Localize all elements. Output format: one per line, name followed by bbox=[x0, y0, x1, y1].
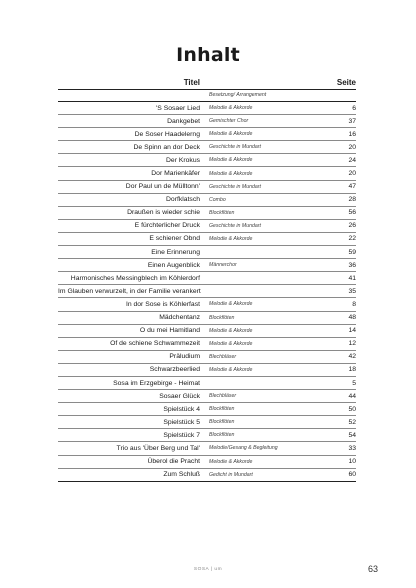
entry-arrangement: Melodie & Akkorde bbox=[209, 327, 253, 334]
entry-arrangement: Blockflöten bbox=[209, 419, 235, 426]
entry-arrangement: Blockflöten bbox=[209, 209, 235, 216]
table-row bbox=[58, 285, 356, 298]
entry-title: Dor Paul un de Mülltonn' bbox=[125, 183, 200, 191]
entry-title: Zum Schluß bbox=[163, 471, 200, 479]
table-row bbox=[58, 456, 356, 469]
table-row bbox=[58, 115, 356, 128]
table-row bbox=[58, 181, 356, 194]
entry-title: In dor Sose is Köhlerfast bbox=[125, 300, 200, 308]
entry-arrangement: Melodie & Akkorde bbox=[209, 235, 253, 242]
entry-arrangement: Melodie & Akkorde bbox=[209, 366, 253, 373]
entry-page: 47 bbox=[348, 183, 356, 191]
entry-title: Sosaer Glück bbox=[159, 392, 200, 400]
table-row bbox=[58, 167, 356, 180]
entry-page: 28 bbox=[348, 196, 356, 204]
entry-arrangement: Geschichte in Mundart bbox=[209, 222, 261, 229]
table-row bbox=[58, 154, 356, 167]
entry-title: Dorfklatsch bbox=[166, 196, 200, 204]
entry-page: 56 bbox=[348, 209, 356, 217]
entry-page: 33 bbox=[348, 444, 356, 452]
entry-page: 37 bbox=[348, 117, 356, 125]
toc-rows bbox=[58, 102, 356, 482]
entry-page: 24 bbox=[348, 156, 356, 164]
entry-arrangement: Blockflöten bbox=[209, 432, 235, 439]
table-row bbox=[58, 312, 356, 325]
table-row bbox=[58, 233, 356, 246]
entry-arrangement: Melodie & Akkorde bbox=[209, 170, 253, 177]
entry-arrangement: Blechbläser bbox=[209, 353, 237, 360]
entry-page: 12 bbox=[348, 340, 356, 348]
entry-arrangement: Gedicht in Mundart bbox=[209, 471, 253, 478]
entry-title: O du mei Hamitland bbox=[139, 327, 200, 335]
entry-title: Harmonisches Messingblech im Köhlerdorf bbox=[70, 274, 200, 282]
entry-title: Dor Marienkäfer bbox=[151, 170, 200, 178]
entry-page: 54 bbox=[348, 431, 356, 439]
entry-title: Spielstück 7 bbox=[163, 431, 200, 439]
table-row bbox=[58, 207, 356, 220]
entry-title: Dankgebet bbox=[167, 117, 200, 125]
entry-arrangement: Melodie & Akkorde bbox=[209, 340, 253, 347]
table-row bbox=[58, 351, 356, 364]
table-row bbox=[58, 220, 356, 233]
entry-title: Spielstück 5 bbox=[163, 418, 200, 426]
entry-arrangement: Blechbläser bbox=[209, 393, 237, 400]
table-row bbox=[58, 403, 356, 416]
entry-page: 26 bbox=[348, 222, 356, 230]
entry-page: 42 bbox=[348, 353, 356, 361]
entry-arrangement: Geschichte in Mundart bbox=[209, 183, 261, 190]
entry-page: 50 bbox=[348, 405, 356, 413]
table-row bbox=[58, 416, 356, 429]
entry-title: Of de schiene Schwammezeit bbox=[110, 340, 200, 348]
table-row bbox=[58, 390, 356, 403]
entry-title: Trio aus 'Über Berg und Tal' bbox=[116, 444, 200, 452]
table-row bbox=[58, 246, 356, 259]
table-row bbox=[58, 259, 356, 272]
toc-header-row bbox=[58, 73, 356, 90]
entry-page: 52 bbox=[348, 418, 356, 426]
entry-title: Der Krokus bbox=[166, 156, 200, 164]
entry-page: 35 bbox=[348, 287, 356, 295]
entry-arrangement: Melodie & Akkorde bbox=[209, 301, 253, 308]
entry-arrangement: Melodie & Akkorde bbox=[209, 157, 253, 164]
entry-page: 22 bbox=[348, 235, 356, 243]
entry-arrangement: Blockflöten bbox=[209, 406, 235, 413]
entry-title: Präludium bbox=[169, 353, 200, 361]
table-row bbox=[58, 364, 356, 377]
entry-title: Einen Augenblick bbox=[147, 261, 200, 269]
table-row bbox=[58, 429, 356, 442]
entry-arrangement: Melodie & Akkorde bbox=[209, 131, 253, 138]
entry-arrangement: Blockflöten bbox=[209, 314, 235, 321]
entry-title: Draußen is wieder schie bbox=[127, 209, 200, 217]
entry-title: De Spinn an dor Deck bbox=[133, 143, 200, 151]
entry-title: Mädchentanz bbox=[159, 314, 200, 322]
table-row bbox=[58, 469, 356, 482]
entry-title: 'S Sosaer Lied bbox=[156, 104, 200, 112]
entry-page: 41 bbox=[348, 274, 356, 282]
entry-title: Im Glauben verwurzelt, in der Familie verankert bbox=[58, 287, 201, 295]
entry-page: 10 bbox=[348, 458, 356, 466]
entry-page: 20 bbox=[348, 170, 356, 178]
page-title: Inhalt bbox=[176, 44, 240, 66]
entry-page: 14 bbox=[348, 327, 356, 335]
table-of-contents bbox=[58, 73, 356, 482]
entry-page: 36 bbox=[348, 261, 356, 269]
page-number: 63 bbox=[367, 564, 378, 574]
footer-imprint: SOSA | um bbox=[193, 567, 223, 572]
entry-title: Schwarzbeerlied bbox=[149, 366, 200, 374]
entry-arrangement: Melodie & Akkorde bbox=[209, 105, 253, 112]
entry-title: Spielstück 4 bbox=[163, 405, 200, 413]
entry-arrangement: Melodie/Gesang & Begleitung bbox=[209, 445, 278, 452]
table-row bbox=[58, 141, 356, 154]
entry-page: 20 bbox=[348, 143, 356, 151]
arrangement-column-header: Besetzung/ Arrangement bbox=[58, 90, 356, 102]
table-row bbox=[58, 194, 356, 207]
entry-title: Überol die Pracht bbox=[147, 458, 200, 466]
table-row bbox=[58, 102, 356, 115]
entry-title: Eine Erinnerung bbox=[151, 248, 200, 256]
table-row bbox=[58, 338, 356, 351]
table-row bbox=[58, 442, 356, 455]
table-row bbox=[58, 298, 356, 311]
title-column-header: Titel bbox=[183, 78, 200, 87]
entry-page: 6 bbox=[352, 104, 356, 112]
table-row bbox=[58, 325, 356, 338]
table-row bbox=[58, 272, 356, 285]
entry-page: 18 bbox=[348, 366, 356, 374]
entry-page: 48 bbox=[348, 314, 356, 322]
page-column-header: Seite bbox=[336, 78, 356, 87]
entry-page: 8 bbox=[352, 300, 356, 308]
entry-title: Sosa im Erzgebirge - Heimat bbox=[113, 379, 200, 387]
entry-page: 5 bbox=[352, 379, 356, 387]
entry-title: De Soser Haadelerng bbox=[134, 130, 200, 138]
entry-arrangement: Combo bbox=[209, 196, 226, 203]
entry-arrangement: Melodie & Akkorde bbox=[209, 458, 253, 465]
entry-arrangement: Männerchor bbox=[209, 262, 237, 269]
entry-page: 60 bbox=[348, 471, 356, 479]
entry-page: 16 bbox=[348, 130, 356, 138]
entry-arrangement: Gemischter Chor bbox=[209, 118, 249, 125]
entry-page: 59 bbox=[348, 248, 356, 256]
entry-title: E schiener Obnd bbox=[149, 235, 200, 243]
entry-page: 44 bbox=[348, 392, 356, 400]
table-row bbox=[58, 128, 356, 141]
entry-arrangement: Geschichte in Mundart bbox=[209, 144, 261, 151]
table-row bbox=[58, 377, 356, 390]
entry-title: E fürchterlicher Druck bbox=[134, 222, 200, 230]
